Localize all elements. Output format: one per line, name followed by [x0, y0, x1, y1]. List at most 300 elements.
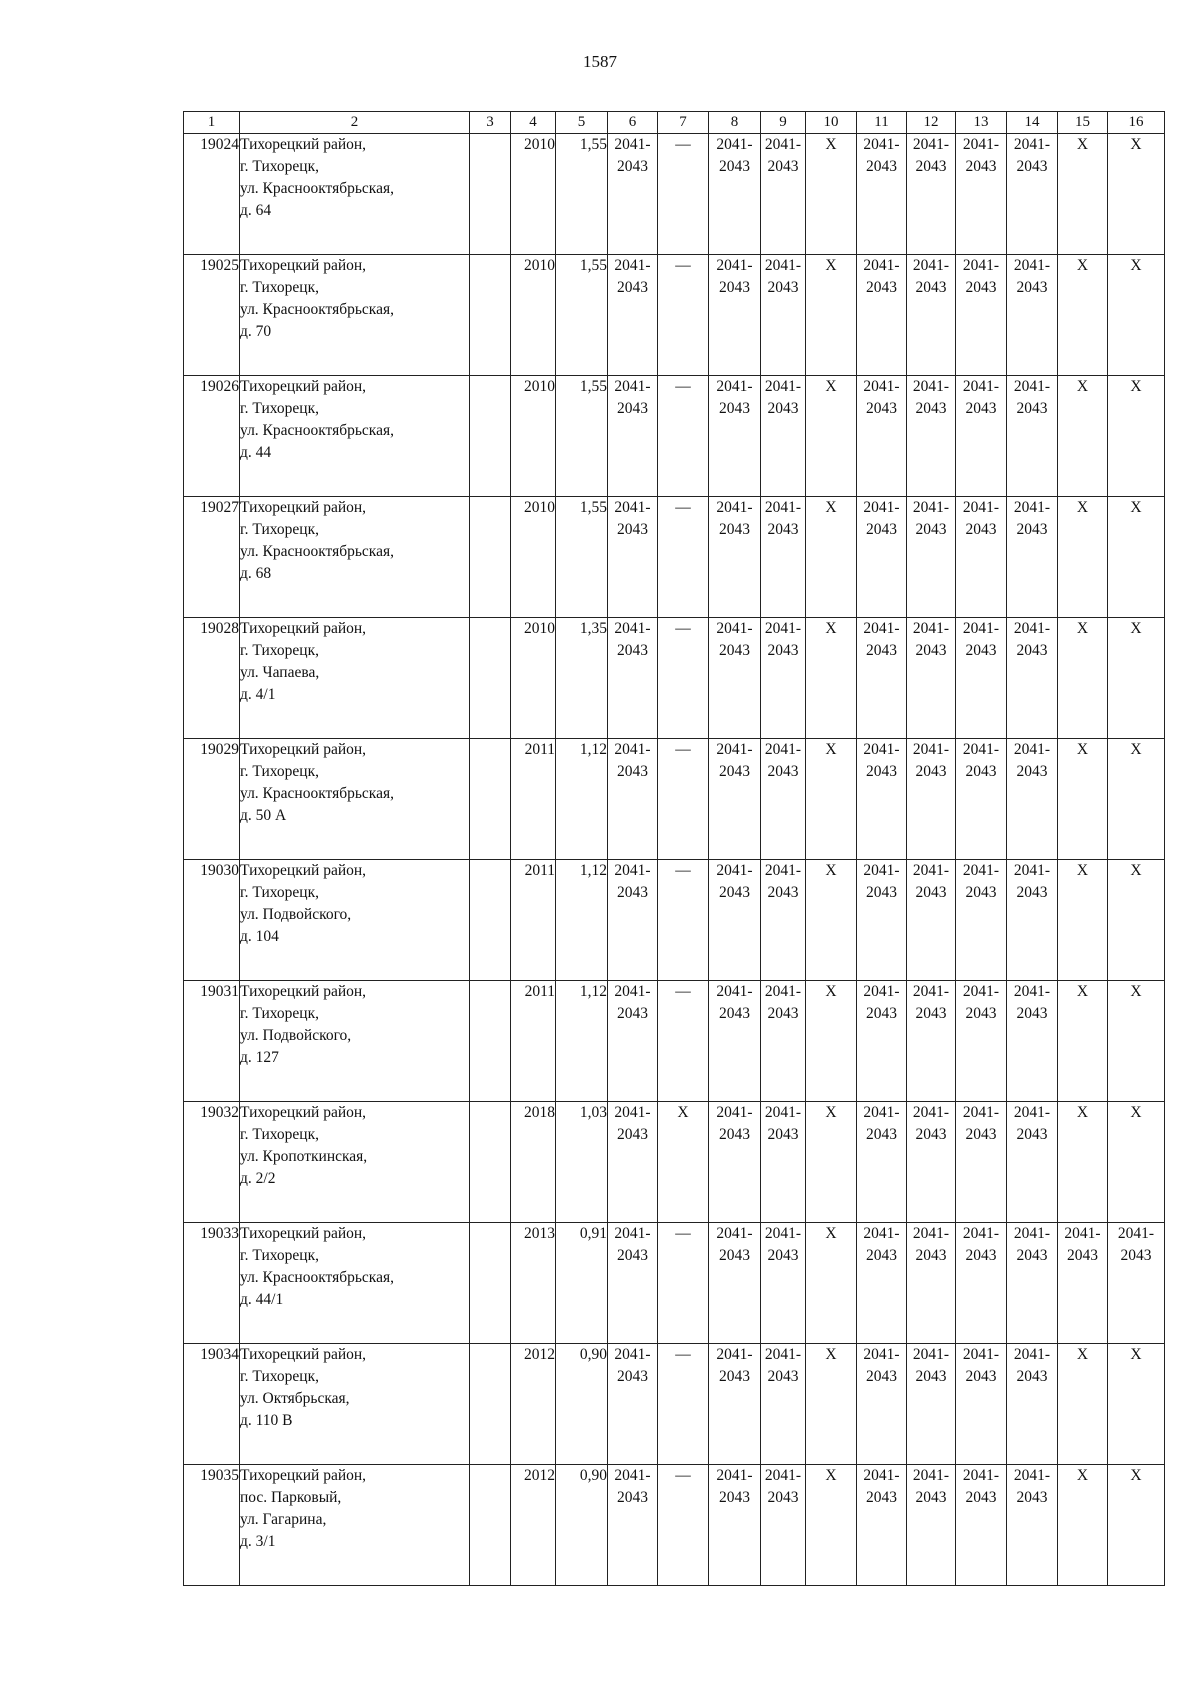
mark-cell-c15: Х	[1058, 376, 1108, 497]
address-line: ул. Краснооктябрьская,	[240, 785, 394, 802]
object-number-cell: 19035	[184, 1465, 240, 1586]
period-line: 2041-	[912, 620, 950, 637]
period-line: 2041-	[863, 257, 900, 274]
period-line: 2043	[915, 400, 947, 417]
mark-cell-c16: Х	[1108, 981, 1165, 1102]
year-cell: 2013	[511, 1223, 556, 1344]
address-cell	[240, 1102, 470, 1223]
period-line: 2043	[1016, 158, 1048, 175]
period-cell-c6	[608, 255, 658, 376]
mark-cell-c16: Х	[1108, 1102, 1165, 1223]
address-cell	[240, 376, 470, 497]
object-number-cell: 19031	[184, 981, 240, 1102]
address-line: ул. Краснооктябрьская,	[240, 1269, 394, 1286]
period-line: 2043	[1067, 1247, 1098, 1264]
value-cell: 1,55	[556, 497, 608, 618]
period-cell-c8	[709, 376, 761, 497]
period-line: 2043	[965, 521, 997, 538]
address-line: г. Тихорецк,	[240, 158, 319, 175]
period-cell-c6	[608, 1344, 658, 1465]
period-line: 2043	[617, 1247, 648, 1264]
period-line: 2043	[866, 884, 897, 901]
period-line: 2043	[915, 1368, 947, 1385]
period-cell-c8	[709, 618, 761, 739]
period-line: 2043	[1016, 1247, 1048, 1264]
period-line: 2041-	[1013, 136, 1051, 153]
mark-cell-c7: —	[658, 1223, 709, 1344]
mark-cell-c16: Х	[1108, 1465, 1165, 1586]
period-line: 2041-	[614, 983, 651, 1000]
column-header-6: 6	[608, 112, 658, 134]
mark-cell-c10: Х	[806, 618, 857, 739]
period-line: 2043	[719, 1247, 750, 1264]
year-cell: 2010	[511, 618, 556, 739]
table-header	[184, 112, 1165, 134]
mark-cell-c10: Х	[806, 1465, 857, 1586]
period-line: 2041-	[912, 257, 950, 274]
period-cell-c9	[761, 981, 806, 1102]
mark-cell-c10: Х	[806, 497, 857, 618]
period-line: 2041-	[1013, 1346, 1051, 1363]
period-cell-c13	[956, 1344, 1007, 1465]
mark-cell-c7: —	[658, 981, 709, 1102]
address-line: ул. Чапаева,	[240, 664, 320, 681]
address-line: Тихорецкий район,	[240, 1467, 367, 1484]
period-line: 2041-	[962, 257, 1000, 274]
mark-cell-c15: Х	[1058, 1102, 1108, 1223]
period-line: 2043	[1120, 1247, 1152, 1264]
period-cell-c8	[709, 981, 761, 1102]
mark-cell-c10: Х	[806, 376, 857, 497]
period-line: 2041-	[863, 136, 900, 153]
address-line: д. 110 В	[240, 1412, 293, 1429]
address-line: г. Тихорецк,	[240, 1368, 319, 1385]
period-line: 2041-	[962, 620, 1000, 637]
period-cell-c9	[761, 376, 806, 497]
table-row	[184, 376, 1165, 497]
period-cell-c8	[709, 134, 761, 255]
address-line: Тихорецкий район,	[240, 741, 367, 758]
period-line: 2041-	[912, 1467, 950, 1484]
column-header-9: 9	[761, 112, 806, 134]
period-line: 2043	[866, 1247, 897, 1264]
column-header-1: 1	[184, 112, 240, 134]
period-cell-c8	[709, 1344, 761, 1465]
column-3-cell	[470, 1102, 511, 1223]
period-line: 2041-	[614, 499, 651, 516]
register-table	[183, 111, 1165, 1586]
table-row	[184, 981, 1165, 1102]
period-line: 2041-	[716, 1104, 753, 1121]
period-cell-c9	[761, 134, 806, 255]
address-line: Тихорецкий район,	[240, 862, 367, 879]
period-line: 2041-	[614, 257, 651, 274]
period-line: 2043	[915, 158, 947, 175]
column-3-cell	[470, 981, 511, 1102]
period-line: 2041-	[962, 1467, 1000, 1484]
period-line: 2043	[617, 1126, 648, 1143]
period-line: 2043	[1016, 400, 1048, 417]
period-line: 2041-	[716, 741, 753, 758]
period-line: 2041-	[962, 1225, 1000, 1242]
period-line: 2043	[866, 521, 897, 538]
mark-cell-c16: Х	[1108, 497, 1165, 618]
period-line: 2041-	[1013, 741, 1051, 758]
period-line: 2041-	[962, 862, 1000, 879]
period-cell-c12	[907, 134, 956, 255]
period-cell-c14	[1007, 618, 1058, 739]
object-number-cell: 19032	[184, 1102, 240, 1223]
address-cell	[240, 255, 470, 376]
period-cell-c11	[857, 618, 907, 739]
period-line: 2041-	[764, 378, 802, 395]
period-cell-c12	[907, 497, 956, 618]
period-line: 2041-	[764, 1225, 802, 1242]
period-line: 2043	[866, 279, 897, 296]
period-line: 2043	[915, 1126, 947, 1143]
mark-cell-c10: Х	[806, 1344, 857, 1465]
period-line: 2041-	[962, 1104, 1000, 1121]
address-cell	[240, 1223, 470, 1344]
value-cell: 1,03	[556, 1102, 608, 1223]
period-line: 2043	[617, 279, 648, 296]
table-row	[184, 1223, 1165, 1344]
period-line: 2043	[617, 1005, 648, 1022]
address-line: Тихорецкий район,	[240, 1346, 367, 1363]
period-cell-c13	[956, 860, 1007, 981]
period-line: 2041-	[962, 499, 1000, 516]
period-line: 2043	[767, 884, 799, 901]
period-line: 2043	[617, 1368, 648, 1385]
period-line: 2041-	[912, 1104, 950, 1121]
period-cell-c14	[1007, 497, 1058, 618]
year-cell: 2012	[511, 1344, 556, 1465]
period-cell-c8	[709, 497, 761, 618]
value-cell: 1,55	[556, 376, 608, 497]
period-line: 2043	[767, 1005, 799, 1022]
column-header-14: 14	[1007, 112, 1058, 134]
column-header-2: 2	[240, 112, 470, 134]
address-line: ул. Краснооктябрьская,	[240, 543, 394, 560]
object-number-cell: 19026	[184, 376, 240, 497]
period-line: 2041-	[716, 136, 753, 153]
address-line: г. Тихорецк,	[240, 884, 319, 901]
period-line: 2043	[965, 158, 997, 175]
period-line: 2041-	[863, 1104, 900, 1121]
address-line: д. 3/1	[240, 1533, 276, 1550]
period-cell-c6	[608, 981, 658, 1102]
address-cell	[240, 739, 470, 860]
column-3-cell	[470, 618, 511, 739]
period-line: 2043	[719, 279, 750, 296]
period-line: 2043	[617, 400, 648, 417]
period-line: 2041-	[962, 983, 1000, 1000]
object-number-cell: 19034	[184, 1344, 240, 1465]
value-cell: 0,90	[556, 1344, 608, 1465]
period-line: 2041-	[912, 862, 950, 879]
period-line: 2043	[1016, 521, 1048, 538]
column-3-cell	[470, 1223, 511, 1344]
period-line: 2043	[617, 884, 648, 901]
period-line: 2043	[719, 1368, 750, 1385]
address-cell	[240, 1344, 470, 1465]
period-line: 2041-	[1013, 1225, 1051, 1242]
address-line: Тихорецкий район,	[240, 378, 367, 395]
address-line: Тихорецкий район,	[240, 136, 367, 153]
period-line: 2043	[767, 1368, 799, 1385]
object-number-cell: 19033	[184, 1223, 240, 1344]
period-line: 2041-	[1013, 257, 1051, 274]
period-line: 2041-	[1013, 1467, 1051, 1484]
mark-cell-c15: Х	[1058, 497, 1108, 618]
period-line: 2043	[767, 1489, 799, 1506]
period-line: 2041-	[614, 136, 651, 153]
period-line: 2043	[719, 1005, 750, 1022]
period-cell-c11	[857, 739, 907, 860]
period-line: 2043	[915, 1005, 947, 1022]
period-line: 2043	[866, 1368, 897, 1385]
period-line: 2041-	[716, 1225, 753, 1242]
object-number-cell: 19028	[184, 618, 240, 739]
mark-cell-c15: Х	[1058, 981, 1108, 1102]
mark-cell-c15: Х	[1058, 134, 1108, 255]
period-cell-c13	[956, 1465, 1007, 1586]
period-cell-c12	[907, 618, 956, 739]
address-line: д. 68	[240, 565, 272, 582]
period-line: 2041-	[1013, 499, 1051, 516]
address-line: д. 50 А	[240, 807, 287, 824]
period-line: 2041-	[962, 136, 1000, 153]
period-cell-c14	[1007, 376, 1058, 497]
period-cell-c14	[1007, 981, 1058, 1102]
period-line: 2043	[965, 1368, 997, 1385]
period-line: 2041-	[614, 378, 651, 395]
period-line: 2041-	[912, 499, 950, 516]
year-cell: 2010	[511, 376, 556, 497]
period-cell-c13	[956, 1223, 1007, 1344]
address-cell	[240, 134, 470, 255]
column-3-cell	[470, 134, 511, 255]
address-line: Тихорецкий район,	[240, 499, 367, 516]
period-line: 2043	[719, 763, 750, 780]
period-line: 2043	[1016, 279, 1048, 296]
period-cell-c11	[857, 1465, 907, 1586]
period-line: 2043	[719, 642, 750, 659]
mark-cell-c15: Х	[1058, 618, 1108, 739]
period-cell-c14	[1007, 1465, 1058, 1586]
table-body	[184, 134, 1165, 1586]
period-line: 2041-	[863, 620, 900, 637]
period-cell-c8	[709, 739, 761, 860]
address-line: ул. Гагарина,	[240, 1511, 327, 1528]
period-cell-c9	[761, 739, 806, 860]
address-line: д. 44	[240, 444, 272, 461]
period-cell-c6	[608, 618, 658, 739]
period-line: 2041-	[764, 257, 802, 274]
period-line: 2043	[1016, 763, 1048, 780]
period-line: 2041-	[962, 741, 1000, 758]
address-line: ул. Подвойского,	[240, 906, 352, 923]
object-number-cell: 19027	[184, 497, 240, 618]
period-line: 2043	[617, 1489, 648, 1506]
period-line: 2043	[617, 763, 648, 780]
period-line: 2041-	[764, 983, 802, 1000]
period-line: 2041-	[863, 1467, 900, 1484]
period-line: 2043	[866, 1489, 897, 1506]
period-cell-c12	[907, 1465, 956, 1586]
period-cell-c9	[761, 1465, 806, 1586]
period-cell-c13	[956, 1102, 1007, 1223]
table-row	[184, 497, 1165, 618]
period-line: 2043	[866, 763, 897, 780]
period-line: 2041-	[614, 1467, 651, 1484]
header-row	[184, 112, 1165, 134]
period-line: 2041-	[614, 862, 651, 879]
value-cell: 0,91	[556, 1223, 608, 1344]
period-cell-c14	[1007, 1102, 1058, 1223]
column-header-8: 8	[709, 112, 761, 134]
address-line: г. Тихорецк,	[240, 279, 319, 296]
year-cell: 2010	[511, 134, 556, 255]
mark-cell-c16: Х	[1108, 739, 1165, 860]
mark-cell-c7: —	[658, 497, 709, 618]
period-line: 2041-	[863, 1346, 900, 1363]
period-line: 2043	[915, 884, 947, 901]
mark-cell-c7: —	[658, 134, 709, 255]
period-cell-c13	[956, 739, 1007, 860]
period-line: 2043	[866, 1005, 897, 1022]
period-line: 2043	[767, 642, 799, 659]
period-line: 2043	[915, 1247, 947, 1264]
period-line: 2041-	[614, 741, 651, 758]
period-line: 2041-	[716, 378, 753, 395]
mark-cell-c10: Х	[806, 1102, 857, 1223]
address-line: д. 64	[240, 202, 272, 219]
period-cell-c14	[1007, 1223, 1058, 1344]
year-cell: 2010	[511, 255, 556, 376]
object-number-cell: 19030	[184, 860, 240, 981]
period-line: 2043	[965, 884, 997, 901]
column-header-10: 10	[806, 112, 857, 134]
column-header-7: 7	[658, 112, 709, 134]
period-line: 2041-	[912, 983, 950, 1000]
period-line: 2041-	[716, 862, 753, 879]
period-line: 2043	[866, 1126, 897, 1143]
period-line: 2043	[965, 1247, 997, 1264]
period-cell-c14	[1007, 255, 1058, 376]
table-row	[184, 1465, 1165, 1586]
address-line: Тихорецкий район,	[240, 257, 367, 274]
period-line: 2041-	[1013, 620, 1051, 637]
period-line: 2043	[1016, 1368, 1048, 1385]
mark-cell-c15: Х	[1058, 255, 1108, 376]
period-line: 2043	[866, 400, 897, 417]
period-line: 2043	[965, 279, 997, 296]
table-row	[184, 860, 1165, 981]
year-cell: 2011	[511, 981, 556, 1102]
period-cell-c9	[761, 860, 806, 981]
column-3-cell	[470, 255, 511, 376]
period-line: 2041-	[863, 983, 900, 1000]
address-line: ул. Октябрьская,	[240, 1390, 350, 1407]
column-header-4: 4	[511, 112, 556, 134]
period-line: 2041-	[863, 1225, 900, 1242]
year-cell: 2011	[511, 860, 556, 981]
period-cell-c6	[608, 1102, 658, 1223]
address-line: д. 70	[240, 323, 272, 340]
period-line: 2043	[767, 158, 799, 175]
period-cell-c9	[761, 1102, 806, 1223]
value-cell: 1,12	[556, 739, 608, 860]
address-line: г. Тихорецк,	[240, 521, 319, 538]
address-cell	[240, 618, 470, 739]
address-line: Тихорецкий район,	[240, 620, 367, 637]
period-line: 2041-	[716, 1467, 753, 1484]
period-line: 2043	[719, 521, 750, 538]
mark-cell-c7: —	[658, 739, 709, 860]
mark-cell-c10: Х	[806, 860, 857, 981]
table-row	[184, 1344, 1165, 1465]
object-number-cell: 19029	[184, 739, 240, 860]
mark-cell-c10: Х	[806, 255, 857, 376]
period-cell-c13	[956, 134, 1007, 255]
period-line: 2043	[1016, 884, 1048, 901]
period-line: 2041-	[764, 1467, 802, 1484]
period-line: 2041-	[912, 741, 950, 758]
address-line: г. Тихорецк,	[240, 642, 319, 659]
address-line: ул. Краснооктябрьская,	[240, 301, 394, 318]
column-3-cell	[470, 860, 511, 981]
period-cell-c6	[608, 134, 658, 255]
year-cell: 2010	[511, 497, 556, 618]
period-cell-c13	[956, 497, 1007, 618]
period-cell-c11	[857, 255, 907, 376]
table-row	[184, 134, 1165, 255]
period-line: 2041-	[764, 136, 802, 153]
value-cell: 0,90	[556, 1465, 608, 1586]
address-line: г. Тихорецк,	[240, 1247, 319, 1264]
period-cell-c14	[1007, 860, 1058, 981]
period-line: 2043	[965, 763, 997, 780]
period-line: 2043	[617, 158, 648, 175]
period-cell-c12	[907, 1223, 956, 1344]
period-cell-c11	[857, 981, 907, 1102]
period-cell-c11	[857, 376, 907, 497]
period-line: 2043	[915, 279, 947, 296]
period-cell-c9	[761, 618, 806, 739]
period-line: 2043	[719, 1126, 750, 1143]
period-cell-c8	[709, 1465, 761, 1586]
period-cell-c12	[907, 376, 956, 497]
mark-cell-c7: —	[658, 376, 709, 497]
period-line: 2043	[767, 763, 799, 780]
address-line: д. 44/1	[240, 1291, 284, 1308]
period-cell-c9	[761, 497, 806, 618]
period-line: 2043	[915, 763, 947, 780]
period-line: 2041-	[716, 499, 753, 516]
period-line: 2041-	[1013, 983, 1051, 1000]
period-line: 2043	[617, 521, 648, 538]
period-line: 2041-	[1013, 378, 1051, 395]
period-line: 2043	[767, 400, 799, 417]
column-header-15: 15	[1058, 112, 1108, 134]
period-line: 2041-	[912, 136, 950, 153]
object-number-cell: 19025	[184, 255, 240, 376]
period-line: 2043	[965, 1489, 997, 1506]
table-row	[184, 1102, 1165, 1223]
value-cell: 1,35	[556, 618, 608, 739]
period-line: 2041-	[1013, 1104, 1051, 1121]
